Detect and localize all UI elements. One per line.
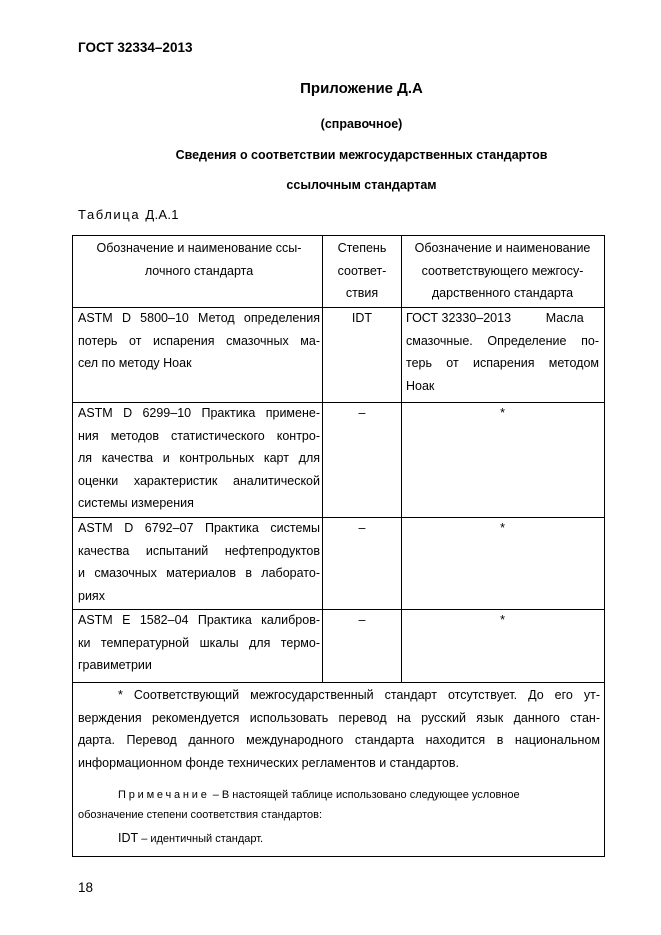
header-degree-of-correspondence: Степень соответ- ствия xyxy=(337,241,387,300)
table-row-4-interstate: * xyxy=(500,613,505,627)
table-caption xyxy=(78,207,179,222)
table-footnote: * Соответствующий межгосударственный стандарт отсутствует. До его ут- верждения рекомендуется использовать перевод на русский язык данного стан- дарта. Перевод данного международного стандарта находится в национальном информационном фонде технических регламентов и стандартов. xyxy=(78,688,600,770)
note-line-2: обозначение степени соответствия стандартов: xyxy=(78,809,323,821)
table-note xyxy=(78,785,600,849)
header-interstate-standard: Обозначение и наименование соответствующего межгосу- дарственного стандарта xyxy=(414,241,591,300)
note-label: Примечание xyxy=(118,789,210,801)
page-number: 18 xyxy=(78,880,94,895)
column-divider xyxy=(401,236,402,682)
table-row-3-reference: ASTM D 6792–07 Практика системы качества испытаний нефтепродуктов и смазочных материалов в лаборато- риях xyxy=(78,521,320,603)
table-row-1-reference: ASTM D 5800–10 Метод определения потерь от испарения смазочных ма- сел по методу Ноак xyxy=(78,311,320,370)
appendix-type: (справочное) xyxy=(320,117,403,131)
note-text: – В настоящей таблице использовано следующее условное xyxy=(209,789,520,801)
table-caption-word: Таблица xyxy=(78,207,141,222)
footnote-divider xyxy=(73,682,604,683)
header-reference-standard: Обозначение и наименование ссы- лочного стандарта xyxy=(96,241,302,278)
table-row-1-degree: IDT xyxy=(351,311,373,325)
appendix-title: Приложение Д.А xyxy=(300,80,423,97)
table-row-4-degree: – xyxy=(358,613,366,627)
table-row-1-interstate: ГОСТ 32330–2013 Масла смазочные. Определение по- терь от испарения методом Ноак xyxy=(406,311,599,393)
table-row-3-degree: – xyxy=(358,521,366,535)
idt-code: IDT xyxy=(118,831,139,845)
document-header: ГОСТ 32334–2013 xyxy=(78,40,193,55)
section-heading-line-2: ссылочным стандартам xyxy=(286,178,437,192)
table-row-2-reference: ASTM D 6299–10 Практика примене- ния методов статистического контро- ля качества и контрольных карт для оценки характеристик аналитической системы измерения xyxy=(78,406,320,510)
table-row-2-interstate: * xyxy=(500,406,505,420)
standards-table xyxy=(72,235,605,857)
section-heading-line-1: Сведения о соответствии межгосударственных стандартов xyxy=(175,148,548,162)
table-row-2-degree: – xyxy=(358,406,366,420)
table-row-4-reference: ASTM E 1582–04 Практика калибров- ки температурной шкалы для термо- гравиметрии xyxy=(78,613,320,672)
idt-text: – идентичный стандарт. xyxy=(138,833,264,845)
table-row-3-interstate: * xyxy=(500,521,505,535)
column-divider xyxy=(322,236,323,682)
table-caption-number: Д.А.1 xyxy=(145,207,179,222)
